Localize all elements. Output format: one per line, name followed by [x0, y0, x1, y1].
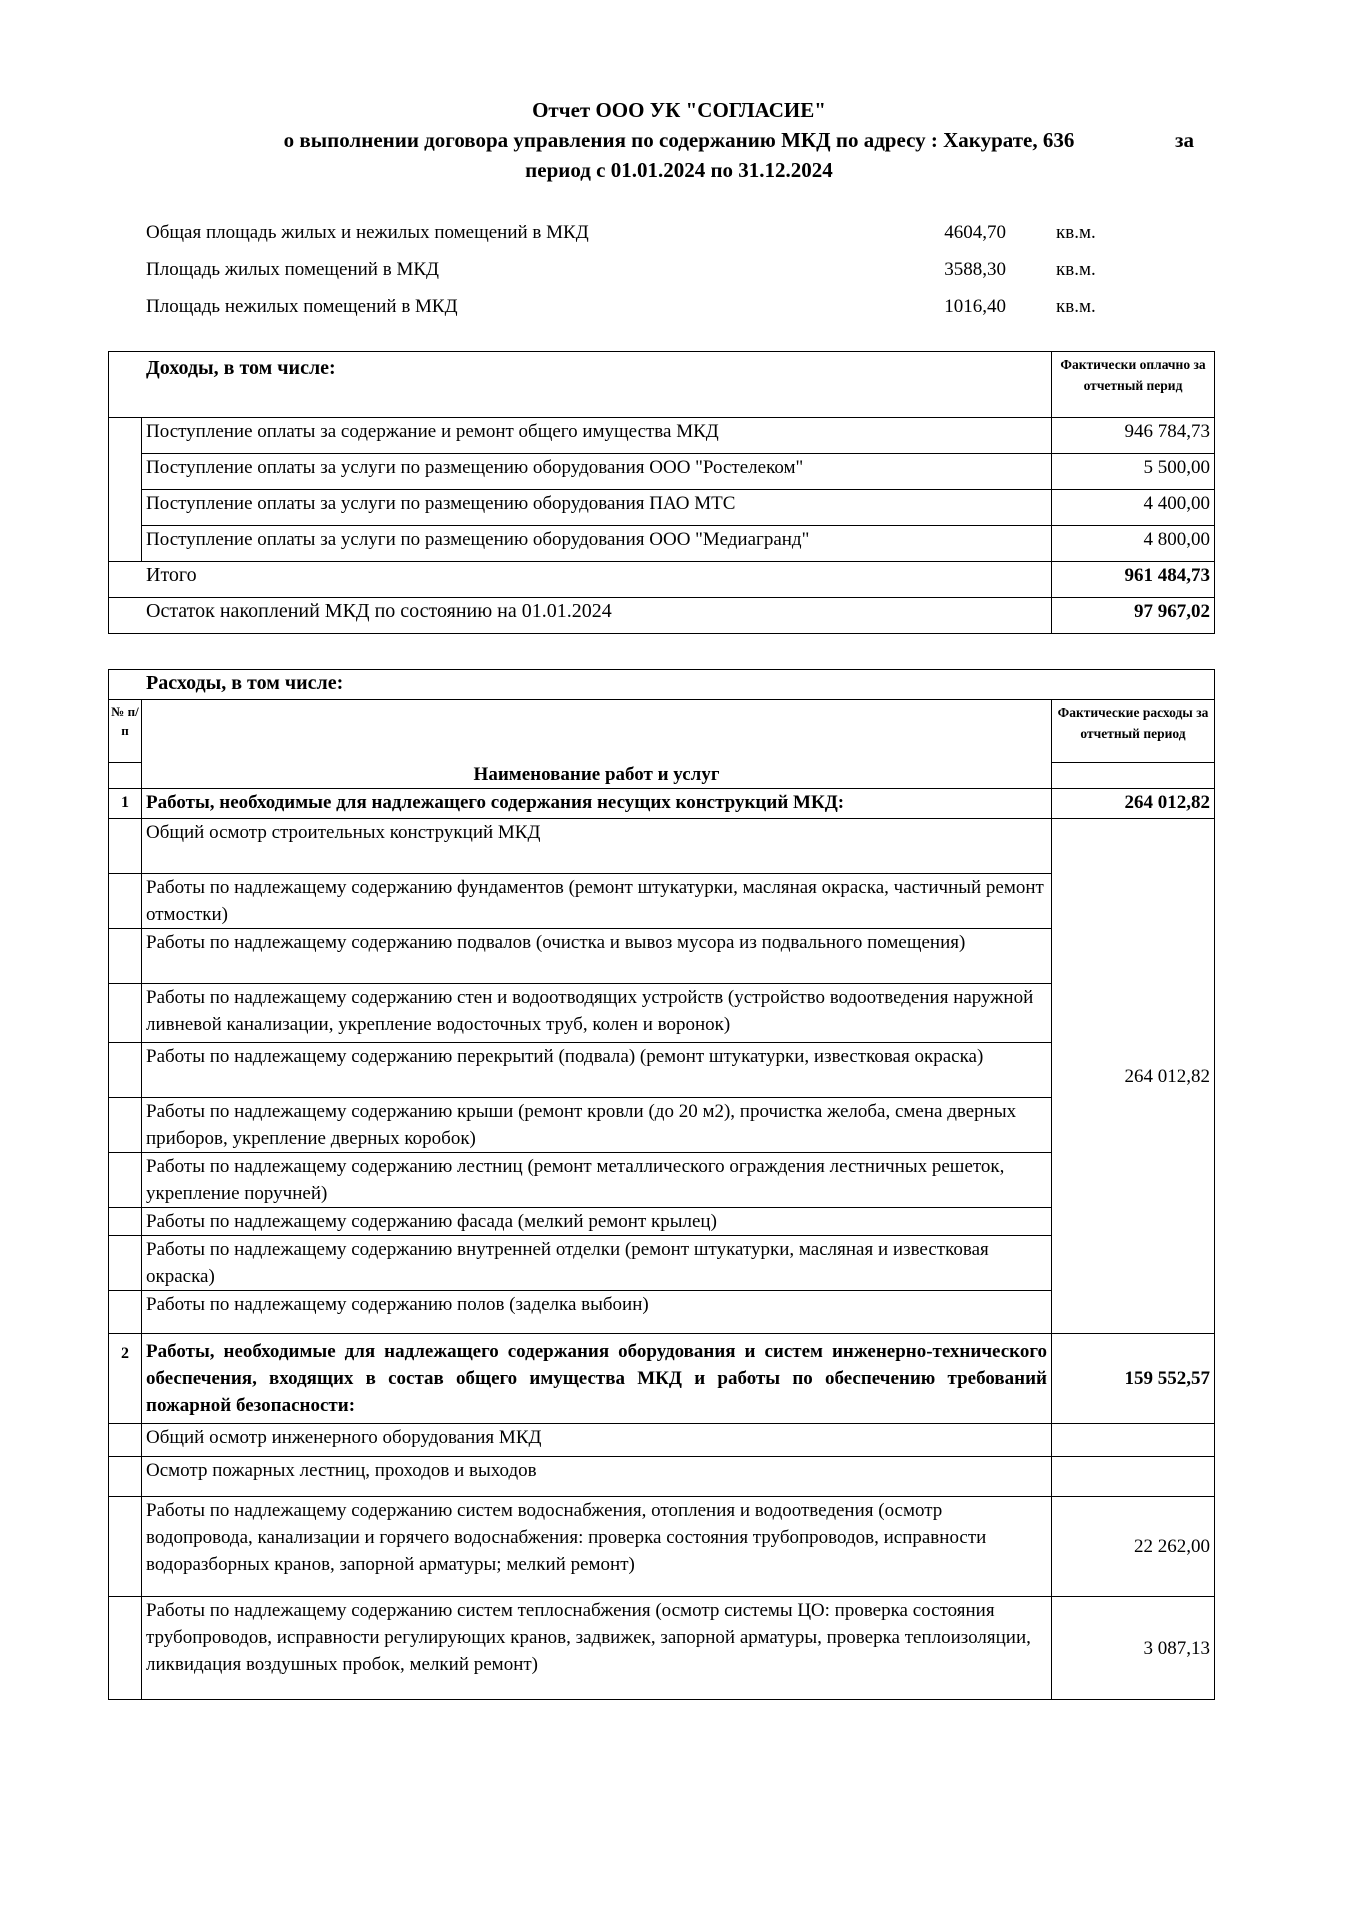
area-label: Площадь нежилых помещений в МКД — [146, 296, 458, 317]
work-item-value: 22 262,00 — [1052, 1497, 1215, 1597]
income-row-label: Поступление оплаты за услуги по размещению оборудования ООО "Ростелеком" — [142, 454, 1052, 490]
num-cell — [109, 1098, 142, 1153]
income-row-value: 4 800,00 — [1052, 526, 1215, 562]
work-item: Общий осмотр инженерного оборудования МКД — [142, 1424, 1052, 1457]
num-header: № п/п — [109, 700, 142, 763]
work-item: Осмотр пожарных лестниц, проходов и выходов — [142, 1457, 1052, 1497]
section-value: 264 012,82 — [1052, 789, 1215, 819]
header-blank — [142, 700, 1052, 763]
num-cell — [109, 1208, 142, 1236]
num-cell — [109, 1153, 142, 1208]
work-item: Работы по надлежащему содержанию лестниц (ремонт металлического ограждения лестничных решеток, укрепление поручней) — [142, 1153, 1052, 1208]
income-total-value: 961 484,73 — [1052, 562, 1215, 598]
area-unit: кв.м. — [1056, 296, 1096, 317]
name-header: Наименование работ и услуг — [142, 763, 1052, 789]
title-line-2-tail: за — [1175, 128, 1194, 152]
work-item: Работы по надлежащему содержанию систем водоснабжения, отопления и водоотведения (осмотр водопровода, канализации и горячего водоснабжения: проверка состояния трубопроводов, исправности водоразборных кранов, запорной арматуры; мелкий ремонт) — [142, 1497, 1052, 1597]
work-item: Работы по надлежащему содержанию крыши (ремонт кровли (до 20 м2), прочистка желоба, смена дверных приборов, укрепление дверных коробок) — [142, 1098, 1052, 1153]
num-cell — [109, 1043, 142, 1098]
work-item: Работы по надлежащему содержанию фасада (мелкий ремонт крылец) — [142, 1208, 1052, 1236]
expenses-table — [108, 669, 1215, 1700]
area-value: 3588,30 — [944, 259, 1006, 280]
expenses-title: Расходы, в том числе: — [109, 670, 1215, 700]
income-row-label: Поступление оплаты за содержание и ремонт общего имущества МКД — [142, 418, 1052, 454]
num-cell — [109, 1291, 142, 1334]
section-num: 2 — [109, 1334, 142, 1424]
num-cell — [109, 1424, 142, 1457]
section-merged-value: 264 012,82 — [1052, 819, 1215, 1334]
num-cell — [109, 929, 142, 984]
income-row-value: 946 784,73 — [1052, 418, 1215, 454]
area-unit: кв.м. — [1056, 222, 1096, 243]
area-label: Общая площадь жилых и нежилых помещений в МКД — [146, 222, 589, 243]
num-cell — [109, 819, 142, 874]
area-label: Площадь жилых помещений в МКД — [146, 259, 439, 280]
num-cell — [109, 1597, 142, 1700]
work-item: Работы по надлежащему содержанию внутренней отделки (ремонт штукатурки, масляная и известковая окраска) — [142, 1236, 1052, 1291]
section-num: 1 — [109, 789, 142, 819]
income-row-value: 5 500,00 — [1052, 454, 1215, 490]
income-table — [108, 351, 1215, 634]
header-blank — [1052, 763, 1215, 789]
num-cell — [109, 1236, 142, 1291]
title-line-2 — [0, 125, 1358, 155]
income-spacer-cell — [109, 418, 142, 562]
expenses-col-header: Фактические расходы за отчетный период — [1052, 700, 1215, 763]
num-cell — [109, 763, 142, 789]
num-cell — [109, 1457, 142, 1497]
title-line-1: Отчет ООО УК "СОГЛАСИЕ" — [532, 98, 826, 122]
income-total-label: Итого — [109, 562, 1052, 598]
section-value: 159 552,57 — [1052, 1334, 1215, 1424]
num-cell — [109, 1497, 142, 1597]
work-item: Общий осмотр строительных конструкций МКД — [142, 819, 1052, 874]
title-line-2-text: о выполнении договора управления по содержанию МКД по адресу : Хакурате, 636 — [283, 128, 1075, 152]
section-title: Работы, необходимые для надлежащего содержания оборудования и систем инженерно-технического обеспечения, входящих в состав общего имущества МКД и работы по обеспечению требований пожарной безопасности: — [142, 1334, 1052, 1424]
balance-label: Остаток накоплений МКД по состоянию на 01.01.2024 — [109, 598, 1052, 634]
income-col-header: Фактически оплачно за отчетный перид — [1052, 352, 1215, 418]
work-item: Работы по надлежащему содержанию стен и водоотводящих устройств (устройство водоотведения наружной ливневой канализации, укрепление водосточных труб, колен и воронок) — [142, 984, 1052, 1043]
area-unit: кв.м. — [1056, 259, 1096, 280]
income-row-label: Поступление оплаты за услуги по размещению оборудования ООО "Медиагранд" — [142, 526, 1052, 562]
work-item-value — [1052, 1457, 1215, 1497]
section-title: Работы, необходимые для надлежащего содержания несущих конструкций МКД: — [142, 789, 1052, 819]
title-line-3: период с 01.01.2024 по 31.12.2024 — [525, 158, 833, 182]
num-cell — [109, 984, 142, 1043]
area-value: 1016,40 — [944, 296, 1006, 317]
area-value: 4604,70 — [944, 222, 1006, 243]
work-item-value — [1052, 1424, 1215, 1457]
report-title — [0, 95, 1358, 185]
income-row-label: Поступление оплаты за услуги по размещению оборудования ПАО МТС — [142, 490, 1052, 526]
work-item: Работы по надлежащему содержанию полов (заделка выбоин) — [142, 1291, 1052, 1334]
work-item: Работы по надлежащему содержанию подвалов (очистка и вывоз мусора из подвального помещения) — [142, 929, 1052, 984]
income-title: Доходы, в том числе: — [109, 352, 1052, 418]
num-cell — [109, 874, 142, 929]
work-item: Работы по надлежащему содержанию систем теплоснабжения (осмотр системы ЦО: проверка состояния трубопроводов, исправности регулирующих кранов, задвижек, запорной арматуры, проверка теплоизоляции, ликвидация воздушных пробок, мелкий ремонт) — [142, 1597, 1052, 1700]
work-item: Работы по надлежащему содержанию фундаментов (ремонт штукатурки, масляная окраска, частичный ремонт отмостки) — [142, 874, 1052, 929]
balance-value: 97 967,02 — [1052, 598, 1215, 634]
income-row-value: 4 400,00 — [1052, 490, 1215, 526]
work-item-value: 3 087,13 — [1052, 1597, 1215, 1700]
work-item: Работы по надлежащему содержанию перекрытий (подвала) (ремонт штукатурки, известковая окраска) — [142, 1043, 1052, 1098]
